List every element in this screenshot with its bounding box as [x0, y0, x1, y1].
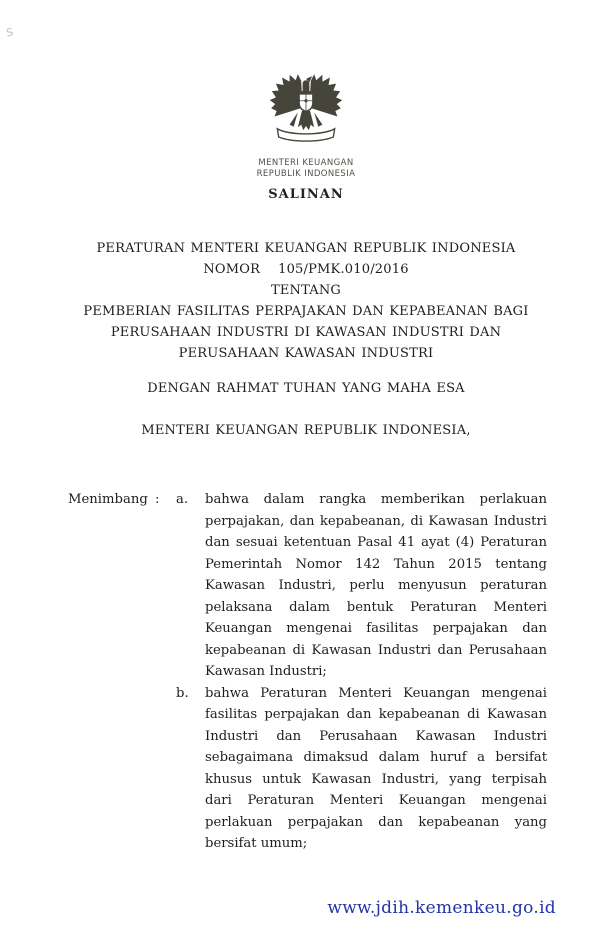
letterhead — [0, 0, 612, 202]
regulation-title: PERATURAN MENTERI KEUANGAN REPUBLIK INDONESIA — [96, 241, 516, 256]
ministry-name-block — [0, 158, 612, 179]
regulation-subject-line: PERUSAHAAN INDUSTRI DI KAWASAN INDUSTRI DAN — [110, 325, 502, 340]
item-text: bahwa dalam rangka memberikan perlakuan perpajakan, dan kepabeanan, di Kawasan Industri dan sesuai ketentuan Pasal 41 ayat (4) Peraturan Pemerintah Nomor 142 Tahun 2015 tentang Kawasan Industri, perlu menyusun peraturan pelaksana dalam bentuk Peraturan Menteri Keuangan mengenai fasilitas perpajakan dan kepabeanan di Kawasan Industri dan Perusahaan Kawasan Industri; — [205, 492, 547, 679]
considerations-section — [0, 489, 612, 855]
tentang-label: TENTANG — [270, 283, 342, 298]
regulation-subject-line: PEMBERIAN FASILITAS PERPAJAKAN DAN KEPABEANAN BAGI — [83, 304, 529, 319]
consideration-item — [176, 683, 547, 855]
jdih-watermark-url: www.jdih.kemenkeu.go.id — [327, 898, 556, 918]
nomor-label: NOMOR — [203, 262, 261, 277]
menimbang-label: Menimbang — [68, 492, 148, 507]
regulation-title-block — [0, 238, 612, 441]
republic-name: REPUBLIK INDONESIA — [256, 168, 356, 179]
salinan-stamp: SALINAN — [268, 187, 344, 202]
item-letter: a. — [176, 492, 189, 507]
garuda-pancasila-logo — [265, 70, 347, 152]
ministry-name: MENTERI KEUANGAN — [258, 158, 354, 168]
considerations-list — [176, 489, 547, 855]
regulation-subject-line: PERUSAHAAN KAWASAN INDUSTRI — [178, 346, 434, 361]
item-letter: b. — [176, 685, 189, 701]
scan-artifact: s — [4, 23, 15, 41]
item-text: bahwa Peraturan Menteri Keuangan mengenai fasilitas perpajakan dan kepabeanan di Kawasan Industri dan Perusahaan Kawasan Industri sebagaimana dimaksud dalam huruf a bersifat khusus untuk Kawasan Industri, yang terpisah dari Peraturan Menteri Keuangan mengenai perlakuan perpajakan dan kepabeanan yang bersifat umum; — [205, 685, 547, 851]
consideration-item — [176, 489, 547, 683]
regulation-number-line — [0, 259, 612, 280]
grace-line: DENGAN RAHMAT TUHAN YANG MAHA ESA — [147, 381, 465, 396]
nomor-value: 105/PMK.010/2016 — [278, 262, 409, 277]
authority-line: MENTERI KEUANGAN REPUBLIK INDONESIA, — [141, 423, 471, 438]
menimbang-separator: : — [155, 492, 160, 507]
